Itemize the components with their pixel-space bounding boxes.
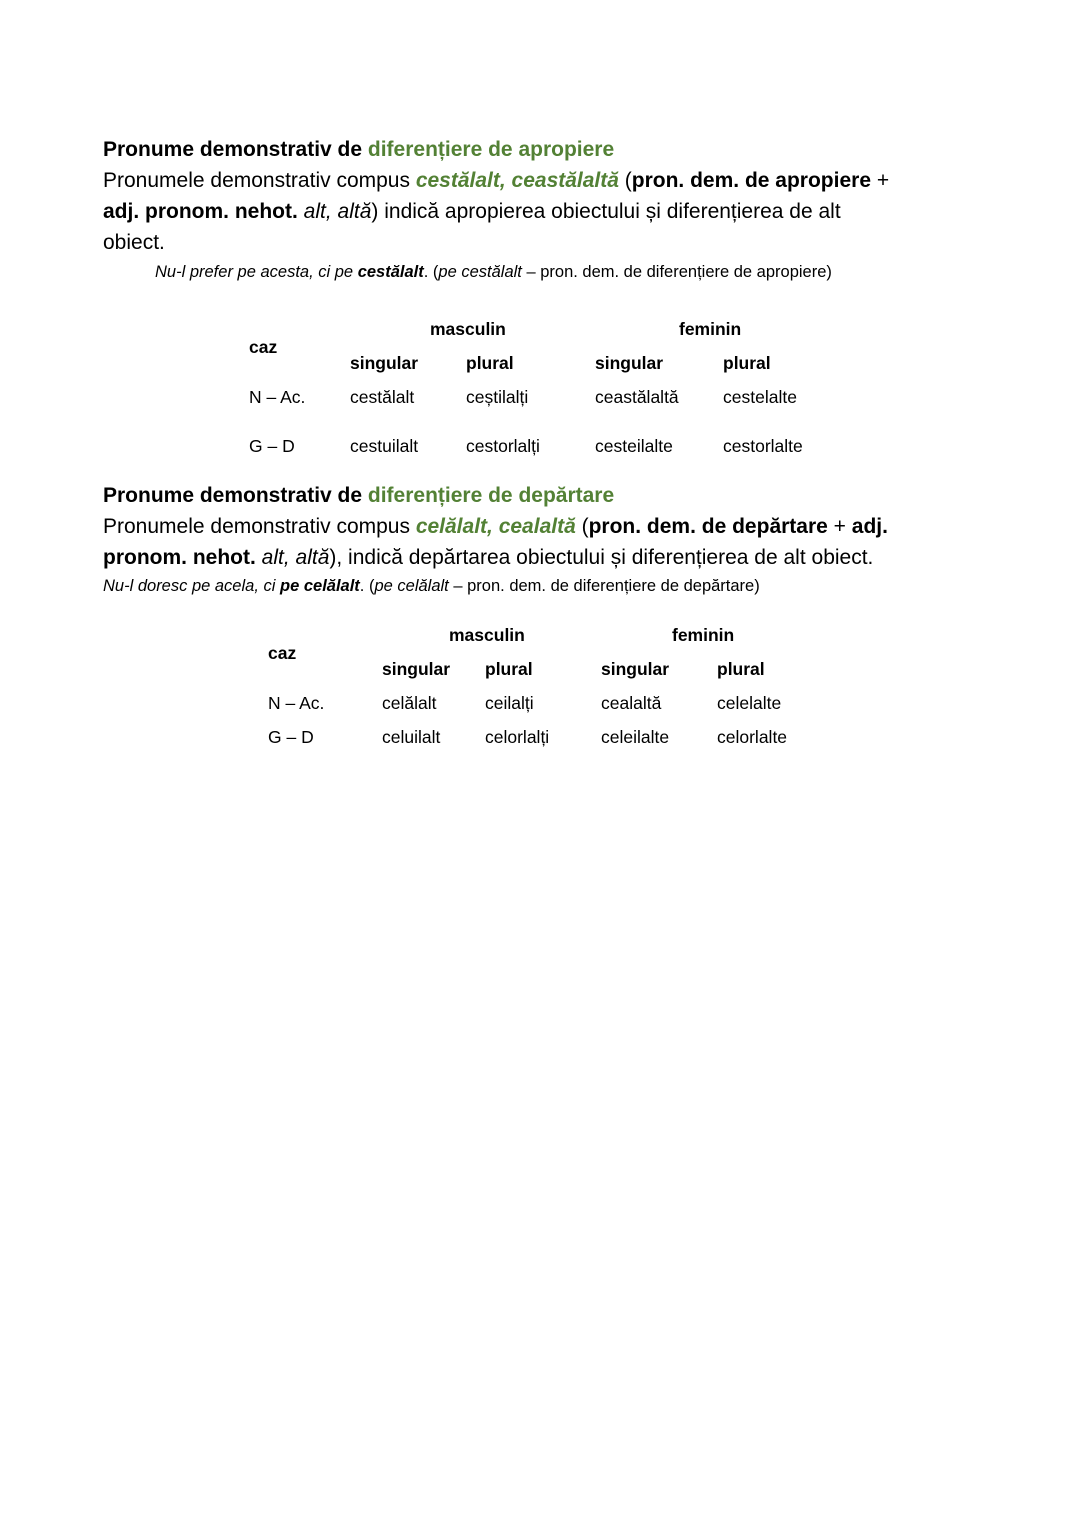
header-plural: plural	[466, 353, 514, 373]
italic-text: pe celălalt	[374, 577, 449, 595]
section1-paragraph-line1	[103, 168, 889, 194]
cell: cestelalte	[723, 387, 797, 407]
title-text: Pronume demonstrativ de	[103, 138, 368, 161]
cell: celorlalte	[717, 727, 788, 747]
header-masculin: masculin	[430, 319, 506, 339]
cell: celuilalt	[382, 727, 441, 747]
section1-paragraph-line3: obiect.	[103, 231, 165, 254]
header-plural: plural	[723, 353, 771, 373]
row-case: G – D	[268, 727, 314, 747]
cell: cesteilalte	[595, 436, 673, 456]
bold-text: cestălalt	[357, 263, 424, 281]
header-plural: plural	[485, 659, 533, 679]
cell: cealaltă	[601, 693, 662, 713]
cell: cestălalt	[350, 387, 415, 407]
cell: ceastălaltă	[595, 387, 679, 407]
header-masculin: masculin	[449, 625, 525, 645]
header-feminin: feminin	[679, 319, 742, 339]
header-singular: singular	[601, 659, 670, 679]
section1-paragraph-line2	[103, 199, 841, 225]
cell: celălalt	[382, 693, 437, 713]
section2-title	[103, 483, 614, 509]
section2-paragraph-line2	[103, 545, 873, 571]
cell: celorlalți	[485, 727, 550, 747]
text: ), indică depărtarea obiectului și diferențierea de alt obiect.	[329, 546, 874, 569]
bold-text: adj.	[851, 515, 888, 538]
cell: cestuilalt	[350, 436, 419, 456]
header-singular: singular	[382, 659, 451, 679]
text: +	[871, 169, 890, 192]
cell: ceilalți	[485, 693, 534, 713]
row-case: N – Ac.	[268, 693, 325, 713]
cell: celeilalte	[601, 727, 670, 747]
bold-text: adj. pronom. nehot.	[103, 200, 298, 223]
text: +	[827, 515, 852, 538]
section1-example	[155, 261, 832, 283]
text: Nu-l prefer pe acesta, ci pe	[155, 263, 358, 281]
cell: ceștilalți	[466, 387, 529, 407]
title-highlight: diferențiere de depărtare	[367, 484, 615, 507]
title-text: Pronume demonstrativ de	[103, 484, 368, 507]
cell: cestorlalte	[723, 436, 803, 456]
row-case: N – Ac.	[249, 387, 306, 407]
bold-text: pron. dem. de apropiere	[631, 169, 871, 192]
header-caz: caz	[268, 643, 297, 663]
text: . (	[423, 263, 439, 281]
header-caz: caz	[249, 337, 278, 357]
section2-paragraph-line1	[103, 514, 888, 540]
text: ) indică apropierea obiectului și diferențierea de alt	[371, 200, 841, 223]
section2-example	[103, 575, 760, 597]
text: – pron. dem. de diferențiere de depărtare)	[448, 577, 760, 595]
header-feminin: feminin	[672, 625, 735, 645]
bold-text: pe celălalt	[280, 577, 360, 595]
section1-title	[103, 137, 614, 163]
text: – pron. dem. de diferențiere de apropiere)	[521, 263, 832, 281]
text: Nu-l doresc pe acela, ci	[103, 577, 280, 595]
italic-text: alt, altă	[303, 200, 372, 223]
term-highlight: celălalt, cealaltă	[415, 515, 576, 538]
italic-text: alt, altă	[261, 546, 330, 569]
row-case: G – D	[249, 436, 295, 456]
header-plural: plural	[717, 659, 765, 679]
term-highlight: cestălalt, ceastălaltă	[415, 169, 619, 192]
text: Pronumele demonstrativ compus	[103, 515, 416, 538]
header-singular: singular	[350, 353, 419, 373]
bold-text: pron. dem. de depărtare	[588, 515, 828, 538]
title-highlight: diferențiere de apropiere	[367, 138, 615, 161]
text: Pronumele demonstrativ compus	[103, 169, 416, 192]
cell: celelalte	[717, 693, 782, 713]
text: (	[618, 169, 632, 192]
text: (	[575, 515, 589, 538]
italic-text: pe cestălalt	[438, 263, 522, 281]
cell: cestorlalți	[466, 436, 540, 456]
text: . (	[359, 577, 375, 595]
bold-text: pronom. nehot.	[103, 546, 256, 569]
header-singular: singular	[595, 353, 664, 373]
